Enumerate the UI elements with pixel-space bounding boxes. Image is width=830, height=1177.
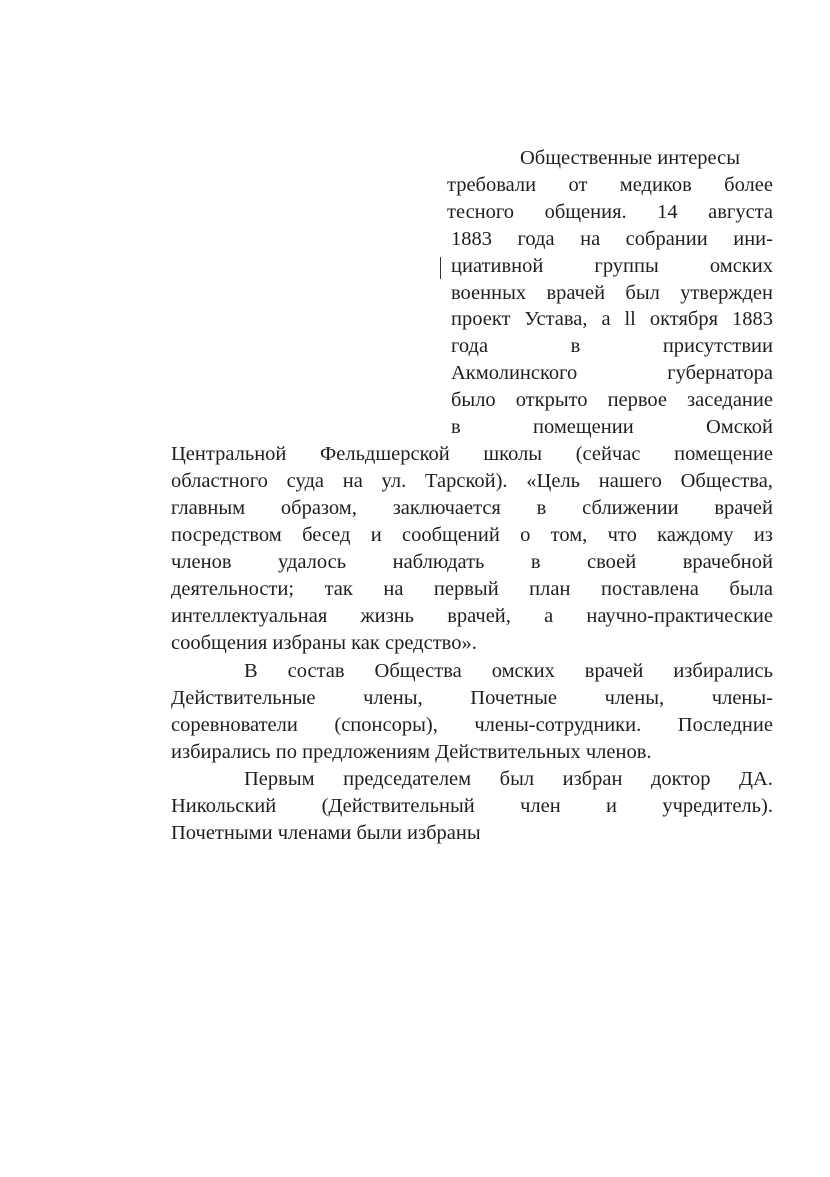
text-line-19: сообщения избраны как средство». [171,632,477,654]
text-line-13: областного суда на ул. Тарской). «Цель нашего Общества, [171,470,773,492]
text-line-24: Первым председателем был избран доктор ДА. [244,768,773,790]
text-line-25: Никольский (Действительный член и учредитель). [171,795,773,817]
text-line-22: соревнователи (спонсоры), члены-сотрудники. Последние [171,714,773,736]
text-line-23: избирались по предложениям Действительных членов. [171,741,652,763]
text-line-9: Акмолинского губернатора [451,362,773,384]
text-line-1: Общественные интересы [520,147,741,169]
text-line-2: требовали от медиков более [447,174,773,196]
text-line-7: проект Устава, а ll октября 1883 [451,308,773,330]
text-line-12: Центральной Фельдшерской школы (сейчас помещение [171,443,773,465]
text-line-3: тесного общения. 14 августа [447,201,773,223]
text-line-26: Почетными членами были избраны [171,822,481,844]
text-cursor-mark [440,257,441,279]
text-line-5: циативной группы омских [451,255,773,277]
text-line-15: посредством бесед и сообщений о том, что каждому из [171,524,773,546]
text-line-4: 1883 года на собрании ини- [451,228,773,250]
text-line-17: деятельности; так на первый план поставлена была [171,578,773,600]
text-line-20: В состав Общества омских врачей избирались [244,660,773,682]
text-line-10: было открыто первое заседание [451,389,773,411]
text-line-11: в помещении Омской [451,416,773,438]
text-line-21: Действительные члены, Почетные члены, члены- [171,687,773,709]
text-line-8: года в присутствии [451,335,773,357]
text-line-6: военных врачей был утвержден [451,282,773,304]
text-line-14: главным образом, заключается в сближении врачей [171,497,773,519]
text-line-16: членов удалось наблюдать в своей врачебной [171,551,773,573]
text-line-18: интеллектуальная жизнь врачей, а научно-практические [171,605,773,627]
